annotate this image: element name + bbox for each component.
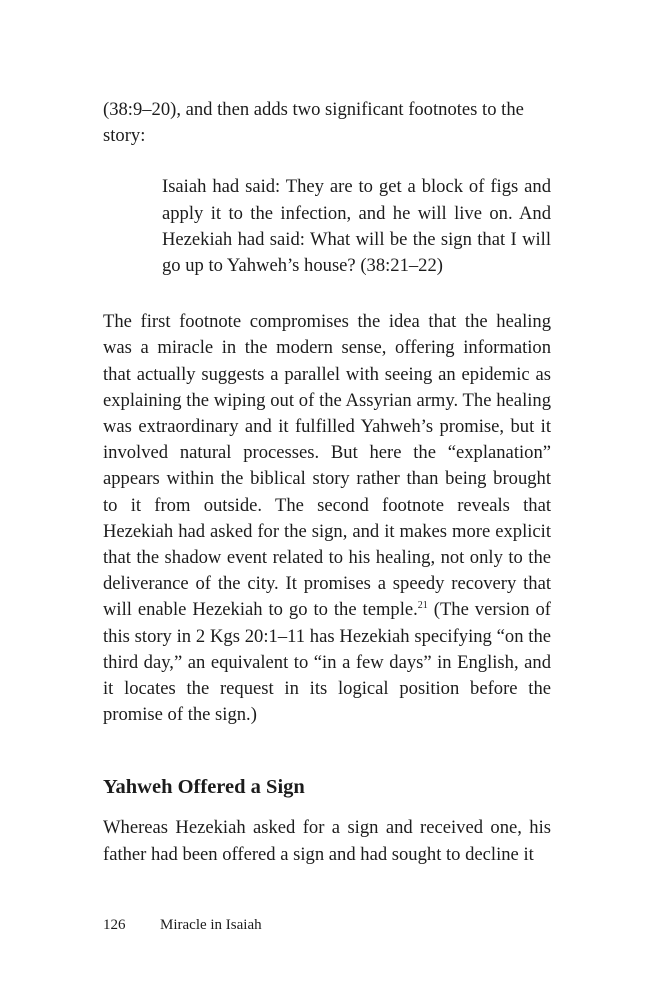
page-number: 126 [103, 917, 126, 933]
footnote-marker[interactable]: 21 [417, 600, 428, 612]
running-title: Miracle in Isaiah [160, 917, 262, 933]
section-heading: Yahweh Offered a Sign [103, 776, 305, 799]
page-footer [103, 915, 262, 935]
main-paragraph-text-continued: (The version of this story in 2 Kgs 20:1–11 has Hezekiah specifying “on the third day,” an equivalent to “in a few days” in English, and it locates the request in its logical position before the promise of the sign.) [103, 599, 551, 726]
main-paragraph [103, 309, 551, 728]
closing-paragraph: Whereas Hezekiah asked for a sign and received one, his father had been offered a sign and had sought to decline it [103, 817, 551, 865]
opening-paragraph: (38:9–20), and then adds two significant footnotes to the story: [103, 99, 524, 147]
main-paragraph-text: The first footnote compromises the idea that the healing was a miracle in the modern sense, offering information that actually suggests a parallel with seeing an epidemic as explaining the wiping out of the Assyrian army. The healing was extraordinary and it fulfilled Yahweh’s promise, but it involved natural processes. But here the “explanation” appears within the biblical story rather than being brought to it from outside. The second footnote reveals that Hezekiah had asked for the sign, and it makes more explicit that the shadow event related to his healing, not only to the deliverance of the city. It promises a speedy recovery that will enable Hezekiah to go to the temple. [103, 311, 551, 621]
page-body [103, 97, 551, 868]
block-quotation: Isaiah had said: They are to get a block of figs and apply it to the infection, and he will live on. And Hezekiah had said: What will be the sign that I will go up to Yahweh’s house? (38:21–22) [162, 176, 551, 277]
